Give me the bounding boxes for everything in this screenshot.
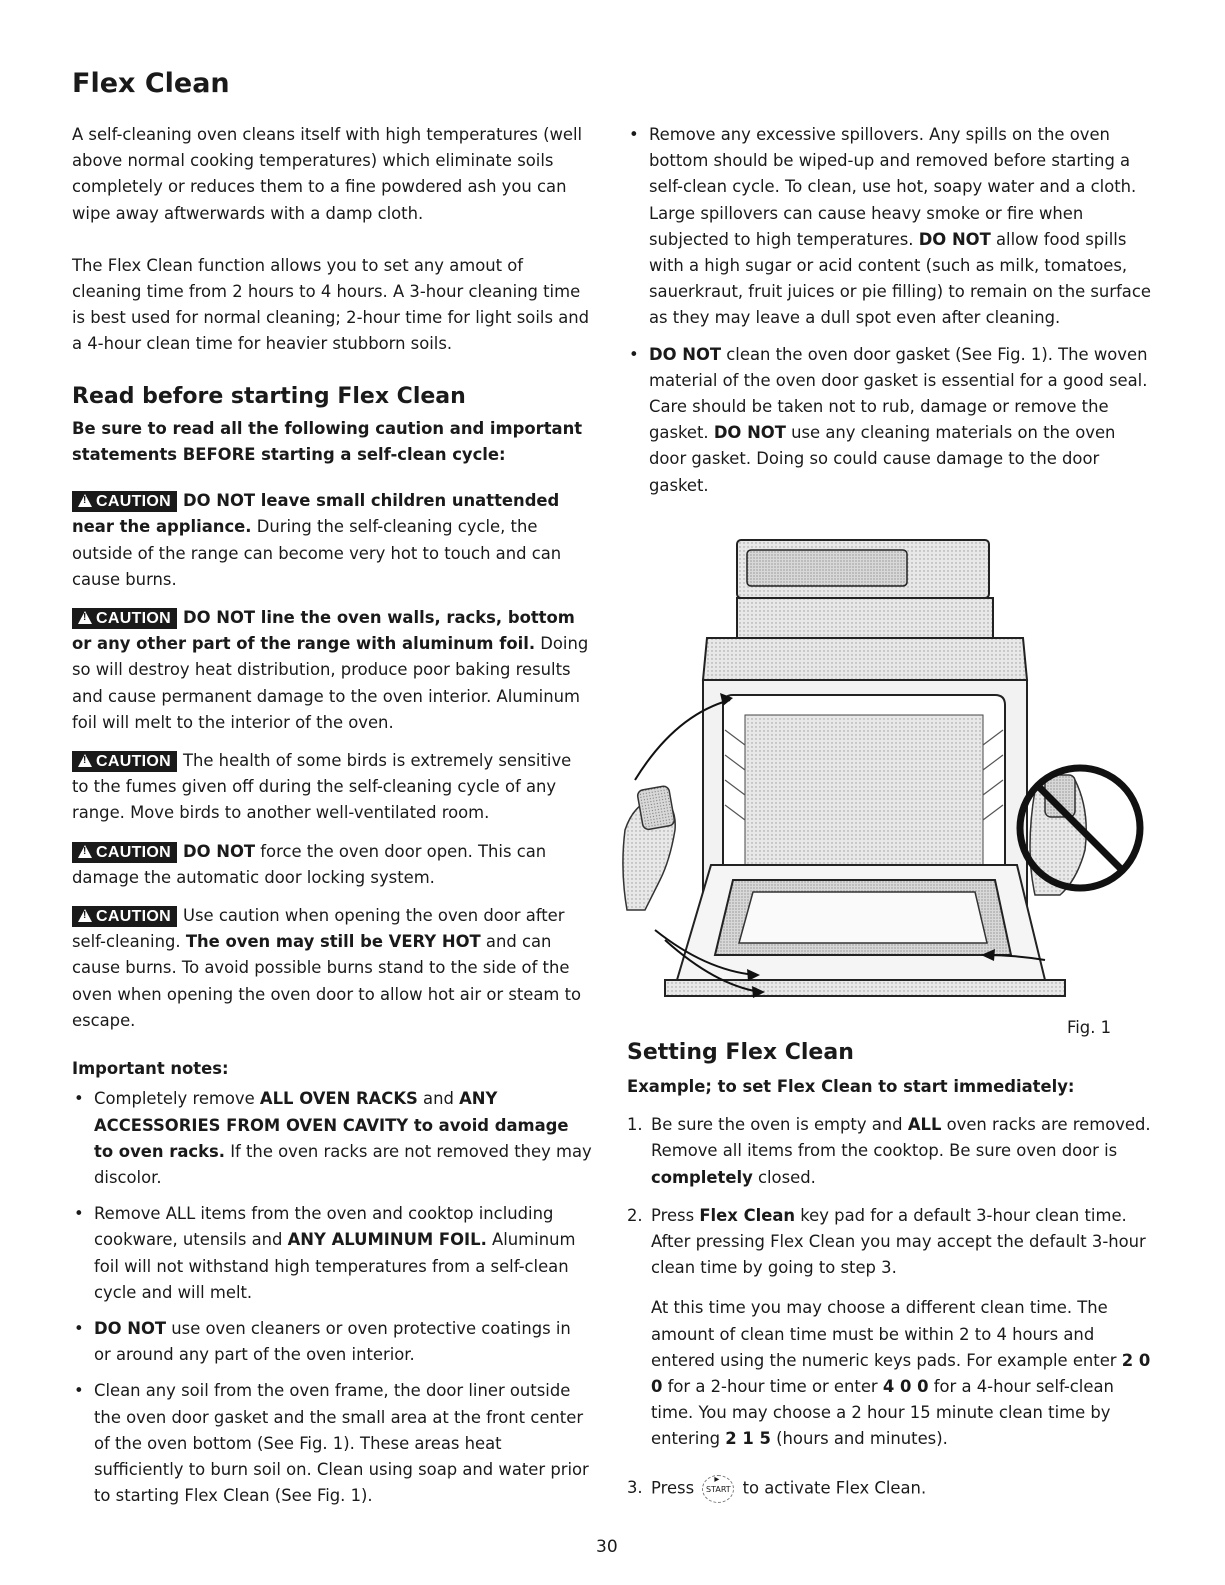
intro-paragraph-1: A self-cleaning oven cleans itself with high temperatures (well above normal cooking temperatures) which eliminate soils completely or reduces them to a fine powdered ash you can wipe away aftwerwards with a damp cloth.: [72, 125, 583, 223]
left-column: [72, 122, 592, 1519]
list-item: • DO NOT use oven cleaners or oven protective coatings in or around any part of the oven interior.: [72, 1316, 592, 1368]
list-item: • DO NOT clean the oven door gasket (See Fig. 1). The woven material of the oven door gasket is essential for a good seal. Care should be taken not to rub, damage or remove the gasket. DO NOT use any cleaning materials on the oven door gasket. Doing so could cause damage to the door gasket.: [627, 342, 1155, 499]
step-3: 3. Press ▸ START to activate Flex Clean.: [627, 1475, 1155, 1503]
read-before-heading: Read before starting Flex Clean: [72, 383, 466, 409]
start-key-icon: ▸ START: [702, 1475, 734, 1503]
warning-triangle-icon: [78, 611, 92, 624]
warning-triangle-icon: [78, 754, 92, 767]
right-column: [627, 122, 1155, 509]
caution-1: [72, 488, 592, 593]
caution-1-text: During the self-cleaning cycle, the outside of the range can become very hot to touch and can cause burns.: [72, 517, 562, 589]
step-1: 1. Be sure the oven is empty and ALL oven racks are removed. Remove all items from the cooktop. Be sure oven door is completely closed.: [627, 1115, 1151, 1187]
hand-sponge-icon: [623, 785, 675, 910]
caution-2-text: Doing so will destroy heat distribution, produce poor baking results and cause permanent damage to the oven interior. Aluminum foil will melt to the interior of the oven.: [72, 634, 589, 732]
warning-triangle-icon: [78, 909, 92, 922]
read-before-subhead: Be sure to read all the following caution and important statements BEFORE starting a self-clean cycle:: [72, 418, 583, 465]
caution-badge: !CAUTION: [72, 751, 177, 772]
warning-triangle-icon: [78, 494, 92, 507]
caution-3-text: The health of some birds is extremely sensitive to the fumes given off during the self-cleaning cycle of any range. Move birds to another well-ventilated room.: [72, 751, 572, 823]
setting-steps: [627, 1074, 1155, 1515]
list-item: • Remove any excessive spillovers. Any spills on the oven bottom should be wiped-up and removed before starting a self-clean cycle. To clean, use hot, soapy water and a cloth. Large spillovers can cause heavy smoke or fire when subjected to high temperatures. DO NOT allow food spills with a high sugar or acid content (such as milk, tomatoes, sauerkraut, fruit juices or pie filling) to remain on the surface as they may leave a dull spot even after cleaning.: [627, 122, 1155, 332]
list-item: • Remove ALL items from the oven and cooktop including cookware, utensils and ANY ALUMINUM FOIL. Aluminum foil will not withstand high temperatures from a self-clean cycle and will melt.: [72, 1201, 592, 1306]
important-notes-heading: Important notes:: [72, 1059, 229, 1079]
caution-4-bold: DO NOT: [182, 841, 256, 861]
caution-1-bold: DO NOT leave small children unattended near the appliance.: [72, 491, 560, 537]
oven-display: [747, 550, 907, 586]
caution-5-bold: The oven may still be VERY HOT: [185, 932, 481, 952]
caution-2-bold: DO NOT line the oven walls, racks, bottom or any other part of the range with aluminum foil.: [72, 608, 575, 654]
oven-cooktop: [737, 598, 993, 638]
steps-list: [627, 1112, 1155, 1502]
caution-badge: !CAUTION: [72, 491, 177, 512]
figure-caption: Fig. 1: [1067, 1018, 1112, 1037]
caution-4-text: force the oven door open. This can damage the automatic door locking system.: [72, 841, 547, 887]
caution-badge: !CAUTION: [72, 842, 177, 863]
intro-paragraph-2: The Flex Clean function allows you to set any amout of cleaning time from 2 hours to 4 hours. A 3-hour cleaning time is best used for normal cleaning; 2-hour time for light soils and a 4-hour clean time for heavier stubborn soils.: [72, 255, 590, 354]
caution-badge: !CAUTION: [72, 608, 177, 629]
list-item: • Completely remove ALL OVEN RACKS and ANY ACCESSORIES FROM OVEN CAVITY to avoid damage to oven racks. If the oven racks are not removed they may discolor.: [72, 1086, 592, 1191]
caution-5-text-1: Use caution when opening the oven door after self-cleaning.: [72, 906, 565, 952]
caution-2: [72, 605, 592, 736]
step-2: 2. Press Flex Clean key pad for a default 3-hour clean time. After pressing Flex Clean you may accept the default 3-hour clean time by going to step 3. At this time you may choose a different clean time. The amount of clean time must be within 2 to 4 hours and entered using the numeric keys pads. For example enter 2 0 0 for a 2-hour time or enter 4 0 0 for a 4-hour self-clean time. You may choose a 2 hour 15 minute clean time by entering 2 1 5 (hours and minutes).: [627, 1203, 1155, 1453]
list-item: • Clean any soil from the oven frame, the door liner outside the oven door gasket and the small area at the front center of the oven bottom (See Fig. 1). These areas heat sufficiently to burn soil on. Clean using soap and water prior to starting Flex Clean (See Fig. 1).: [72, 1378, 592, 1509]
important-notes-list: [72, 1086, 592, 1509]
setting-flex-clean-heading: Setting Flex Clean: [627, 1040, 854, 1065]
right-bullet-list: [627, 122, 1155, 499]
caution-4: [72, 839, 592, 891]
caution-badge: !CAUTION: [72, 906, 177, 927]
caution-5-text-2: and can cause burns. To avoid possible burns stand to the side of the oven when opening the oven door to allow hot air or steam to escape.: [72, 932, 582, 1030]
page-number: 30: [596, 1537, 618, 1557]
caution-5: [72, 903, 592, 1034]
caution-3: [72, 748, 592, 827]
step-2-detail: At this time you may choose a different clean time. The amount of clean time must be within 2 to 4 hours and entered using the numeric keys pads. For example enter 2 0 0 for a 2-hour time or enter 4 0 0 for a 4-hour self-clean time. You may choose a 2 hour 15 minute clean time by entering 2 1 5 (hours and minutes).: [651, 1298, 1151, 1449]
example-subhead: Example; to set Flex Clean to start immediately:: [627, 1077, 1075, 1096]
oven-illustration: [615, 530, 1155, 1030]
page-title: Flex Clean: [72, 68, 230, 99]
warning-triangle-icon: [78, 845, 92, 858]
prohibited-sign-icon: [1020, 768, 1140, 895]
